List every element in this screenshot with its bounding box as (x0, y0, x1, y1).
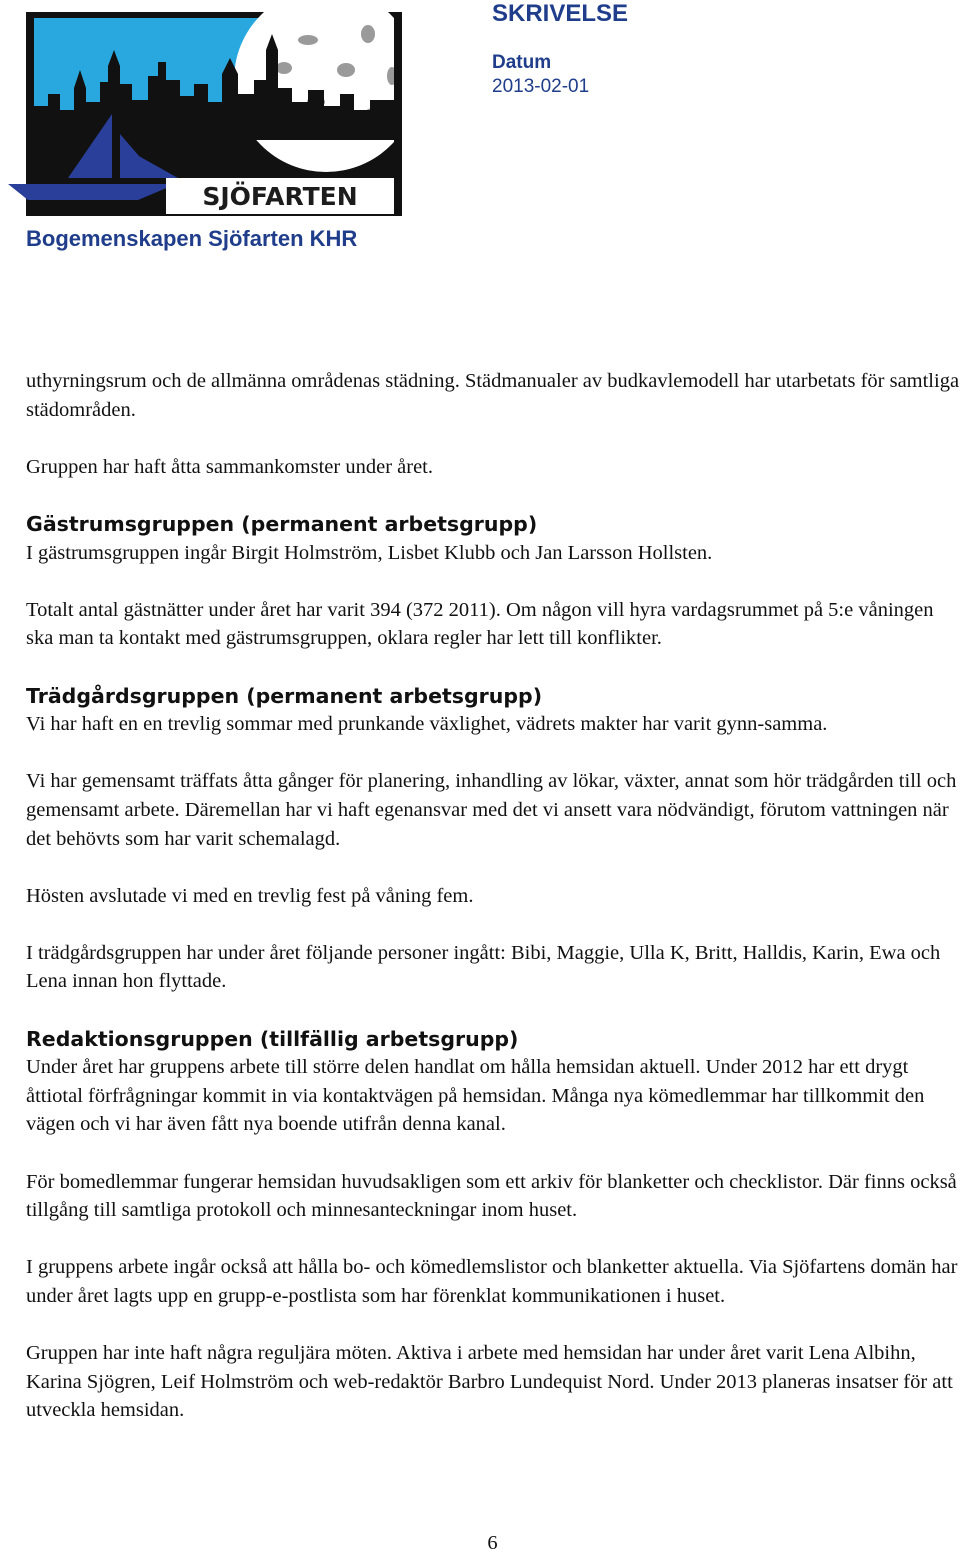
document-type: SKRIVELSE (492, 0, 629, 27)
paragraph-meetings: Gruppen har haft åtta sammankomster under året. (26, 455, 433, 478)
paragraph-editorial-website: Under året har gruppens arbete till större delen handlat om hålla hemsidan aktuell. Under 2012 har ett drygt åttiotal förfrågningar kommit in via kontaktvägen på hemsidan. Många nya kömedlemmar har tillkommit den vägen och vi har även fått nya boende utifrån denna kanal. (26, 1056, 925, 1136)
paragraph-editorial-active: Gruppen har inte haft några reguljära möten. Aktiva i arbete med hemsidan har under året varit Lena Albihn, Karina Sjögren, Leif Holmström och web-redaktör Barbro Lundequist Nord. Under 2013 planeras insatser för att utveckla hemsidan. (26, 1342, 953, 1422)
paragraph-garden-meetings: Vi har gemensamt träffats åtta gånger för planering, inhandling av lökar, växter, annat som hör trädgården till och gemensamt arbete. Däremellan har vi haft egenansvar med det vi ansett vara nödvändigt, förutom vattningen när det behövts som har varit schemalagd. (26, 770, 957, 850)
heading-editorial-group: Redaktionsgruppen (tillfällig arbetsgrupp) (26, 1026, 519, 1051)
paragraph-guestroom-members: I gästrumsgruppen ingår Birgit Holmström, Lisbet Klubb och Jan Larsson Hollsten. (26, 541, 713, 564)
paragraph-cleaning: uthyrningsrum och de allmänna områdenas städning. Städmanualer av budkavlemodell har utarbetats för samtliga städområden. (26, 370, 960, 421)
document-body (26, 367, 960, 1454)
sjofarten-logo (8, 10, 404, 218)
paragraph-garden-members: I trädgårdsgruppen har under året följande personer ingått: Bibi, Maggie, Ulla K, Britt, Halldis, Karin, Ewa och Lena innan hon flyttade. (26, 941, 941, 993)
paragraph-garden-summer: Vi har haft en en trevlig sommar med prunkande växlighet, vädrets makter har varit gynn-samma. (26, 713, 828, 736)
paragraph-garden-party: Hösten avslutade vi med en trevlig fest på våning fem. (26, 884, 474, 907)
page-number: 6 (487, 1532, 498, 1554)
organization-name: Bogemenskapen Sjöfarten KHR (26, 226, 358, 251)
heading-garden-group: Trädgårdsgruppen (permanent arbetsgrupp) (26, 683, 543, 708)
date-label: Datum (492, 52, 552, 73)
date-value: 2013-02-01 (492, 76, 590, 97)
paragraph-editorial-lists: I gruppens arbete ingår också att hålla bo- och kömedlemslistor och blanketter aktuella. Via Sjöfartens domän har under året lagts upp en grupp-e-postlista som har förenklat kommunikationen i huset. (26, 1256, 958, 1307)
paragraph-editorial-archive: För bomedlemmar fungerar hemsidan huvudsakligen som ett arkiv för blanketter och checklistor. Där finns också tillgång till samtliga protokoll och minnesanteckningar inom huset. (26, 1170, 957, 1222)
logo-text: SJÖFARTEN (202, 182, 358, 211)
heading-guestroom-group: Gästrumsgruppen (permanent arbetsgrupp) (26, 511, 538, 536)
paragraph-guestnights: Totalt antal gästnätter under året har varit 394 (372 2011). Om någon vill hyra vardagsrummet på 5:e våningen ska man ta kontakt med gästrumsgruppen, oklara regler har lett till konflikter. (26, 598, 934, 650)
